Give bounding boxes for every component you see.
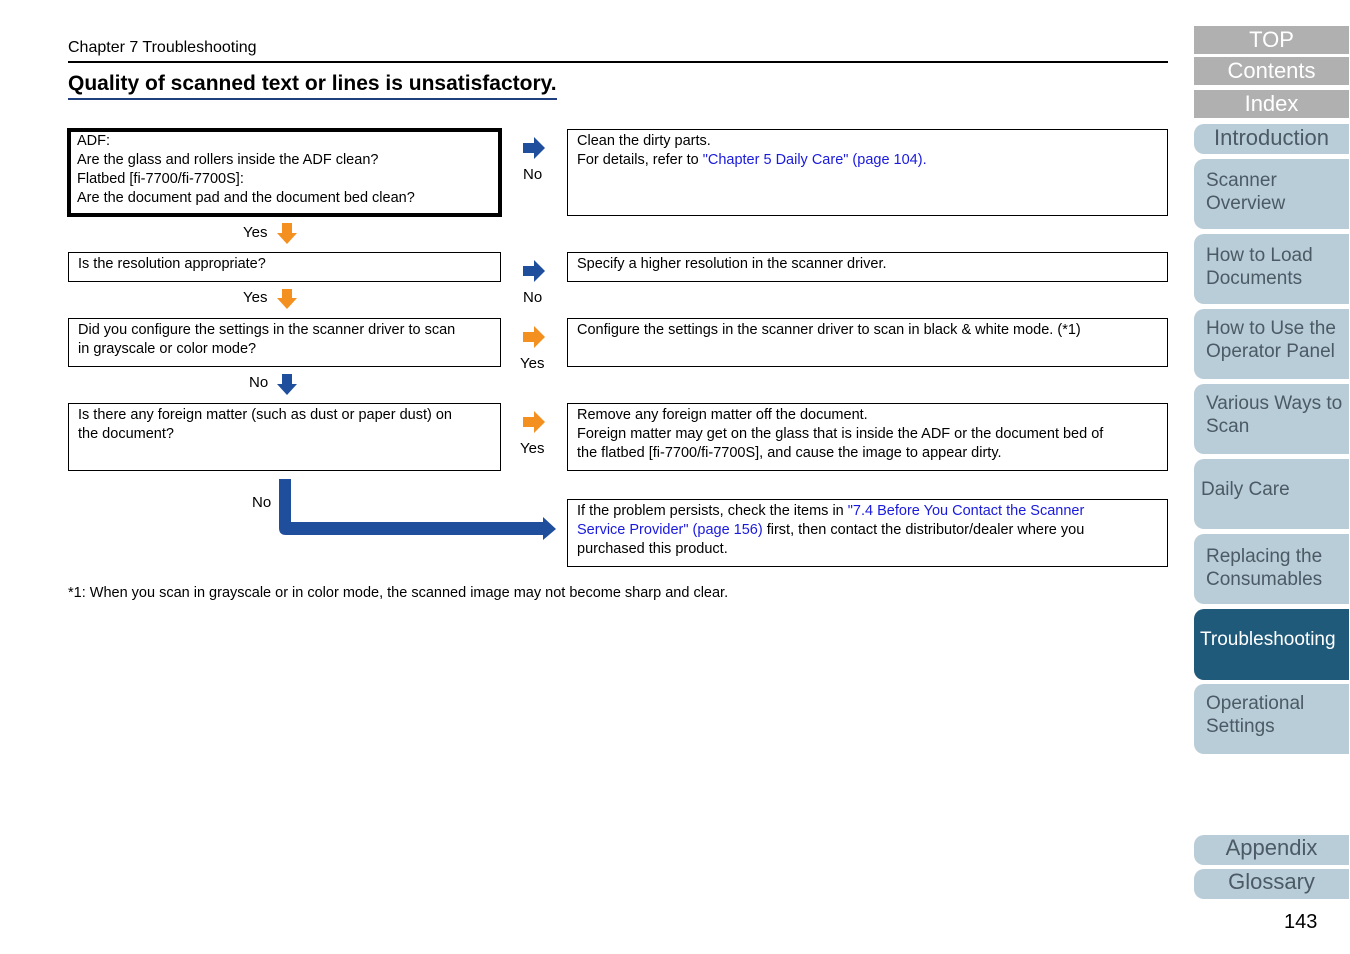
branch-label-yes: Yes [243, 289, 268, 306]
question-text: Did you configure the settings in the scanner driver to scan [78, 322, 456, 338]
nav-contents-button[interactable]: Contents [1194, 57, 1349, 85]
footnote: *1: When you scan in grayscale or in color mode, the scanned image may not become sharp and clear. [68, 585, 729, 601]
question-text: Is the resolution appropriate? [78, 256, 266, 272]
answer-text: the flatbed [fi-7700/fi-7700S], and cause the image to appear dirty. [577, 445, 1002, 461]
answer-text: Clean the dirty parts. [577, 133, 711, 149]
nav-tab-troubleshooting[interactable] [1194, 609, 1349, 680]
nav-tab-label: Replacing the [1206, 546, 1323, 567]
nav-tab-label: Scanner [1206, 170, 1277, 191]
nav-tab-introduction[interactable]: Introduction [1194, 124, 1349, 154]
arrow-right-blue-icon [523, 260, 545, 282]
question-text: Is there any foreign matter (such as dust or paper dust) on [78, 407, 452, 423]
nav-tab-label: Consumables [1206, 569, 1323, 590]
answer-box-remove-matter [567, 403, 1168, 471]
question-text: Are the glass and rollers inside the ADF clean? [77, 152, 379, 168]
branch-label-yes: Yes [243, 224, 268, 241]
nav-top-button[interactable]: TOP [1194, 26, 1349, 54]
question-box-clean [67, 128, 502, 217]
answer-text: Specify a higher resolution in the scanner driver. [577, 256, 887, 272]
arrow-down-blue-icon [277, 374, 297, 395]
nav-tab-operator-panel[interactable] [1194, 309, 1349, 379]
answer-text: Foreign matter may get on the glass that is inside the ADF or the document bed of [577, 426, 1104, 442]
contact-provider-link[interactable]: Service Provider" (page 156) [577, 522, 763, 538]
nav-tab-label: Daily Care [1201, 479, 1290, 500]
branch-label-no: No [252, 494, 272, 511]
question-text: Flatbed [fi-7700/fi-7700S]: [77, 171, 244, 187]
arrow-right-orange-icon [523, 411, 545, 433]
branch-label-no: No [523, 289, 543, 306]
answer-text: first, then contact the distributor/dealer where you [762, 522, 1085, 538]
arrow-right-orange-icon [523, 326, 545, 348]
elbow-arrow-blue-icon [279, 479, 556, 540]
nav-tab-label: Operator Panel [1206, 341, 1335, 362]
nav-tab-operational-settings[interactable] [1194, 684, 1349, 754]
nav-tab-label: Operational [1206, 693, 1305, 714]
nav-tab-daily-care[interactable] [1194, 459, 1349, 529]
nav-tab-label: Scan [1206, 416, 1250, 437]
nav-tab-label: How to Load [1206, 245, 1313, 266]
branch-label-yes: Yes [520, 440, 545, 457]
nav-tab-how-to-load[interactable] [1194, 234, 1349, 304]
chapter-heading: Chapter 7 Troubleshooting [68, 39, 257, 56]
question-box-color-mode [68, 318, 501, 367]
daily-care-link[interactable]: "Chapter 5 Daily Care" (page 104). [702, 152, 927, 168]
arrow-right-blue-icon [523, 137, 545, 159]
answer-text: Remove any foreign matter off the document. [577, 407, 868, 423]
nav-index-button[interactable]: Index [1194, 90, 1349, 118]
answer-box-clean [567, 129, 1168, 216]
answer-text: purchased this product. [577, 541, 728, 557]
answer-text: Configure the settings in the scanner driver to scan in black & white mode. (*1) [577, 322, 1081, 338]
nav-tab-various-ways[interactable] [1194, 384, 1349, 454]
answer-text: For details, refer to [577, 152, 703, 168]
arrow-down-orange-icon [277, 289, 297, 309]
branch-label-no: No [249, 374, 269, 391]
nav-tab-label: Documents [1206, 268, 1303, 289]
nav-tab-label: How to Use the [1206, 318, 1336, 339]
question-text: the document? [78, 426, 174, 442]
question-text: ADF: [77, 133, 111, 149]
answer-box-resolution [567, 252, 1168, 282]
arrow-down-orange-icon [277, 223, 297, 244]
answer-box-bw-mode [567, 318, 1168, 367]
contact-provider-link[interactable]: "7.4 Before You Contact the Scanner [847, 503, 1085, 519]
nav-tab-glossary[interactable]: Glossary [1194, 869, 1349, 899]
question-box-resolution [68, 252, 501, 282]
question-box-foreign-matter [68, 403, 501, 471]
nav-tab-appendix[interactable]: Appendix [1194, 835, 1349, 865]
nav-tab-label: Settings [1206, 716, 1275, 737]
nav-tab-label: Troubleshooting [1200, 629, 1336, 650]
answer-text: If the problem persists, check the items in [577, 503, 848, 519]
answer-box-contact [567, 499, 1168, 567]
page-number: 143 [1284, 911, 1318, 933]
branch-label-no: No [523, 166, 543, 183]
nav-tab-label: Overview [1206, 193, 1286, 214]
branch-label-yes: Yes [520, 355, 545, 372]
question-text: Are the document pad and the document bed clean? [77, 190, 415, 206]
nav-tab-label: Various Ways to [1206, 393, 1343, 414]
question-text: in grayscale or color mode? [78, 341, 257, 357]
nav-tab-consumables[interactable] [1194, 534, 1349, 604]
page-title: Quality of scanned text or lines is unsatisfactory. [68, 72, 557, 100]
nav-tab-scanner-overview[interactable] [1194, 159, 1349, 229]
